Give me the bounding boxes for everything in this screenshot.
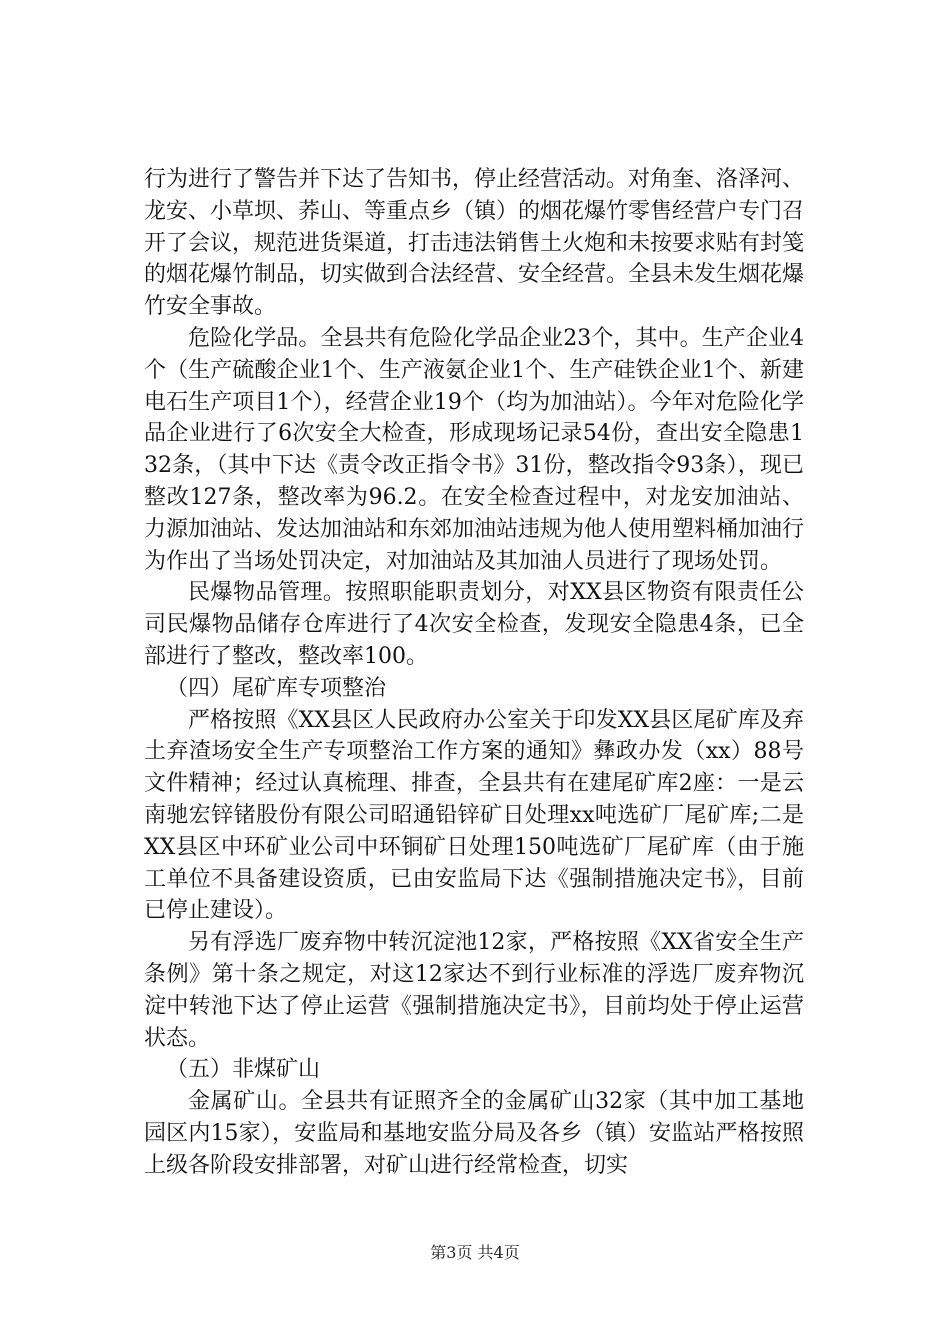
page-footer: 第3页 共4页: [430, 1243, 520, 1262]
document-body: [144, 164, 804, 1182]
paragraph-flotation-waste: 另有浮选厂废弃物中转沉淀池12家，严格按照《XX省安全生产条例》第十条之规定，对这12家达不到行业标准的浮选厂废弃物沉淀中转池下达了停止运营《强制措施决定书》，目前均处于停止运营状态。: [144, 930, 804, 1051]
paragraph-metal-mines: 金属矿山。全县共有证照齐全的金属矿山32家（其中加工基地园区内15家），安监局和基地安监分局及各乡（镇）安监站严格按照上级各阶段安排部署，对矿山进行经常检查，切实: [144, 1089, 804, 1178]
section-heading-tailings: （四）尾矿库专项整治: [166, 675, 387, 701]
section-heading-non-coal-mines: （五）非煤矿山: [166, 1057, 321, 1083]
paragraph-tailings-reservoir: 严格按照《XX县区人民政府办公室关于印发XX县区尾矿库及弃土弃渣场安全生产专项整治工作方案的通知》彝政办发（xx）88号文件精神；经过认真梳理、排查，全县共有在建尾矿库2座：一是云南驰宏锌锗股份有限公司昭通铅锌矿日处理xx吨选矿厂尾矿库;二是XX县区中环矿业公司中环铜矿日处理150吨选矿厂尾矿库（由于施工单位不具备建设资质，已由安监局下达《强制措施决定书》，目前已停止建设）。: [144, 707, 804, 924]
paragraph-hazardous-chemicals: 危险化学品。全县共有危险化学品企业23个，其中。生产企业4个（生产硫酸企业1个、生产液氨企业1个、生产硅铁企业1个、新建电石生产项目1个），经营企业19个（均为加油站）。今年对危险化学品企业进行了6次安全大检查，形成现场记录54份，查出安全隐患132条，（其中下达《责令改正指令书》31份，整改指令93条），现已整改127条，整改率为96.2。在安全检查过程中，对龙安加油站、力源加油站、发达加油站和东郊加油站违规为他人使用塑料桶加油行为作出了当场处罚决定，对加油站及其加油人员进行了现场处罚。: [144, 325, 805, 574]
paragraph-fireworks-continuation: 行为进行了警告并下达了告知书，停止经营活动。对角奎、洛泽河、龙安、小草坝、荞山、等重点乡（镇）的烟花爆竹零售经营户专门召开了会议，规范进货渠道，打击违法销售土火炮和未按要求贴有封笺的烟花爆竹制品，切实做到合法经营、安全经营。全县未发生烟花爆竹安全事故。: [144, 167, 805, 320]
paragraph-civil-explosives: 民爆物品管理。按照职能职责划分，对XX县区物资有限责任公司民爆物品储存仓库进行了4次安全检查，发现安全隐患4条，已全部进行了整改，整改率100。: [144, 580, 804, 669]
